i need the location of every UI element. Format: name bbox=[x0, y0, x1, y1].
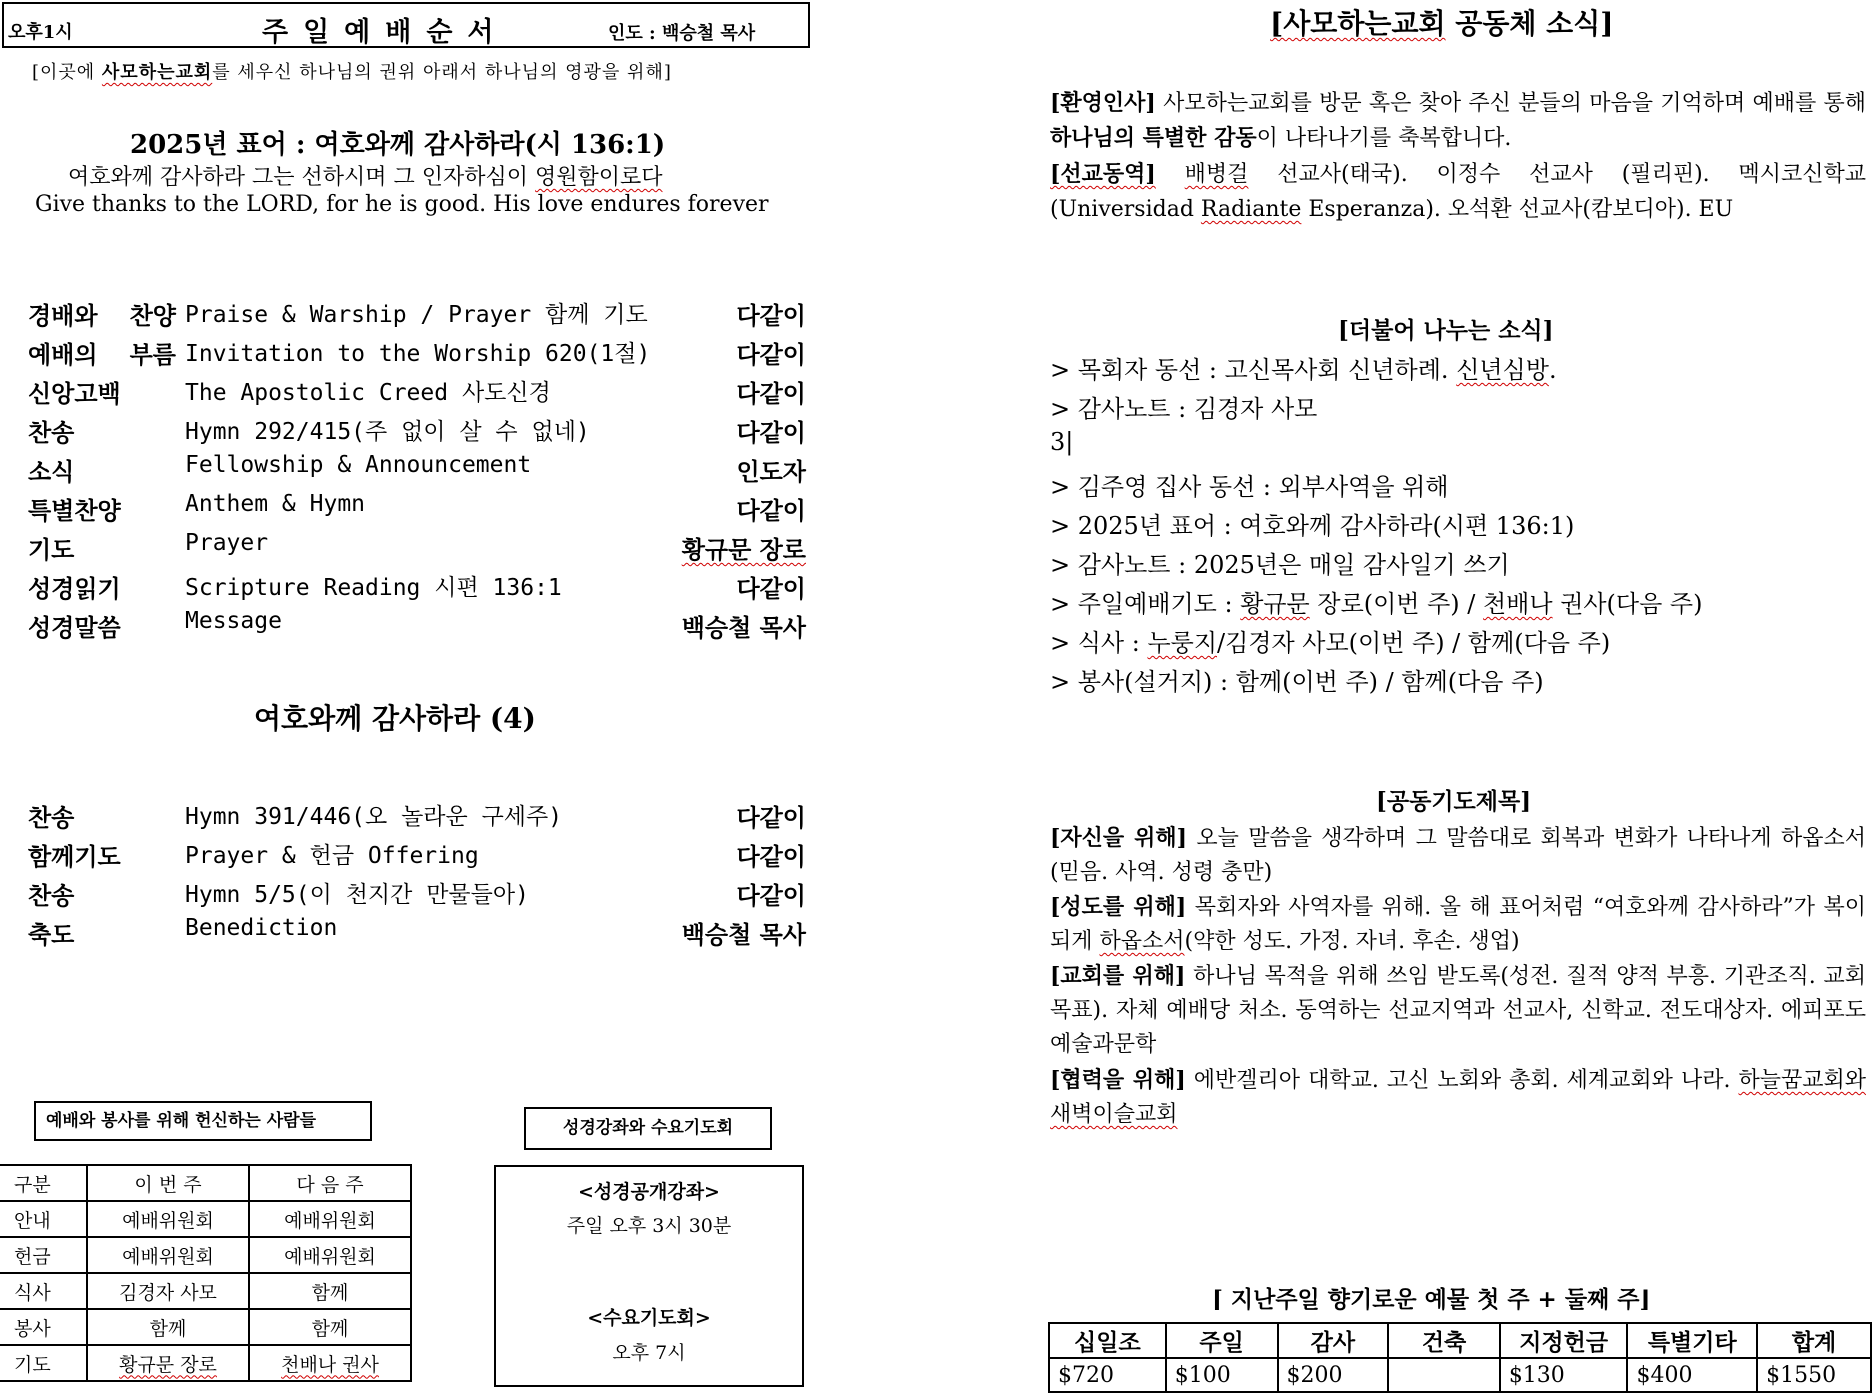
order-row bbox=[28, 876, 806, 912]
news-line bbox=[1050, 623, 1610, 658]
order-label: 축도 bbox=[28, 920, 75, 949]
order-desc: Praise & Warship / Prayer 함께 기도 bbox=[185, 302, 648, 328]
order-who: 백승철 목사 bbox=[681, 613, 806, 642]
prayer-text: 목회자와 사역자를 위해. 올 해 표어처럼 “여호와께 감사하라”가 복이 되게 bbox=[1050, 895, 1866, 954]
order-label: 찬송 bbox=[28, 881, 75, 910]
table-row bbox=[0, 1309, 411, 1345]
order-row bbox=[28, 413, 806, 449]
community-title-rest: 공동체 소식] bbox=[1445, 7, 1614, 40]
table-cell: $130 bbox=[1500, 1358, 1628, 1392]
community-title-sq: [사모하는교회 bbox=[1270, 7, 1446, 40]
table-cell: 예배위원회 bbox=[249, 1201, 411, 1237]
mission-text-d: Radiante bbox=[1200, 197, 1302, 222]
mission-text-b: 배병걸 bbox=[1184, 162, 1249, 187]
news-text-sq: 천배나 bbox=[1483, 590, 1553, 618]
table-cell: 예배위원회 bbox=[87, 1201, 249, 1237]
order-desc: The Apostolic Creed 사도신경 bbox=[185, 380, 551, 406]
table-header: 주일 bbox=[1166, 1323, 1278, 1358]
order-who: 다같이 bbox=[736, 418, 806, 447]
service-leader: 인도 : 백승철 목사 bbox=[608, 23, 756, 44]
lecture-title: <성경공개강좌> bbox=[578, 1181, 720, 1203]
table-row bbox=[1049, 1358, 1871, 1392]
order-label: 경배와 찬양 bbox=[28, 301, 176, 330]
table-header: 다 음 주 bbox=[249, 1165, 411, 1201]
table-cell: 기도 bbox=[0, 1345, 87, 1381]
prayer-text-sq: 하늘꿈교회와 bbox=[1738, 1068, 1866, 1093]
offering-table bbox=[1048, 1322, 1872, 1393]
prayer-title: [공동기도제목] bbox=[1376, 788, 1532, 815]
news-line: > 봉사(설거지) : 함께(이번 주) / 함께(다음 주) bbox=[1050, 668, 1544, 696]
news-text-sq: 신년심방 bbox=[1456, 356, 1549, 384]
order-label: 신앙고백 bbox=[28, 379, 121, 408]
table-cell-text: 황규문 장로 bbox=[119, 1353, 217, 1376]
order-desc: Hymn 5/5(이 천지간 만물들아) bbox=[185, 882, 529, 908]
order-desc: Hymn 391/446(오 놀라운 구세주) bbox=[185, 804, 563, 830]
sermon-title: 여호와께 감사하라 (4) bbox=[254, 702, 536, 735]
order-desc: Message bbox=[185, 608, 282, 634]
table-cell: 예배위원회 bbox=[249, 1237, 411, 1273]
table-header: 합계 bbox=[1757, 1323, 1871, 1358]
table-row bbox=[0, 1345, 411, 1381]
prayer-saints bbox=[1050, 890, 1866, 959]
order-label: 특별찬양 bbox=[28, 496, 121, 525]
prayer-self bbox=[1050, 821, 1866, 890]
order-label: 기도 bbox=[28, 535, 75, 564]
dedication-pre: [이곳에 bbox=[32, 62, 102, 83]
order-who: 다같이 bbox=[736, 574, 806, 603]
welcome-head: [환영인사] bbox=[1050, 90, 1156, 116]
table-cell: 헌금 bbox=[0, 1237, 87, 1273]
order-who: 다같이 bbox=[736, 803, 806, 832]
news-text-sq: 누룽지 bbox=[1147, 629, 1218, 657]
table-row bbox=[0, 1201, 411, 1237]
table-cell: 함께 bbox=[87, 1309, 249, 1345]
order-row bbox=[28, 608, 806, 644]
table-cell: 함께 bbox=[249, 1273, 411, 1309]
prayer-meeting-title: <수요기도회> bbox=[587, 1307, 711, 1329]
prayer-text: 에반겔리아 대학교. 고신 노회와 총회. 세계교회와 나라. bbox=[1185, 1068, 1739, 1093]
table-cell: 안내 bbox=[0, 1201, 87, 1237]
order-desc: Prayer bbox=[185, 530, 269, 556]
table-header-row bbox=[0, 1165, 411, 1201]
prayer-text: 오늘 말씀을 생각하며 그 말씀대로 회복과 변화가 나타나게 하옵소서(믿음. 사역. 성령 충만) bbox=[1050, 826, 1866, 885]
news-text: > 주일예배기도 : bbox=[1050, 590, 1241, 618]
table-cell: 김경자 사모 bbox=[87, 1273, 249, 1309]
motto-korean-sq: 영원함이로다 bbox=[535, 165, 663, 190]
order-row bbox=[28, 452, 806, 488]
study-box-title: 성경강좌와 수요기도회 bbox=[524, 1107, 772, 1150]
table-cell-text: 천배나 권사 bbox=[281, 1353, 379, 1376]
news-text: > 식사 : bbox=[1050, 629, 1148, 657]
order-row bbox=[28, 491, 806, 527]
prayer-church bbox=[1050, 959, 1866, 1062]
news-line: > 감사노트 : 김경자 사모 bbox=[1050, 395, 1318, 423]
news-line: > 감사노트 : 2025년은 매일 감사일기 쓰기 bbox=[1050, 551, 1510, 579]
mission-text-c: 선교사(태국). 이정수 선교사 (필리핀). 멕시코신학교(Universidad bbox=[1050, 162, 1866, 222]
mission-paragraph bbox=[1050, 157, 1866, 227]
motto-title: 2025년 표어 : 여호와께 감사하라(시 136:1) bbox=[130, 130, 666, 160]
dedication-church: 사모하는교회 bbox=[101, 62, 213, 83]
order-who: 다같이 bbox=[736, 340, 806, 369]
table-cell: $1550 bbox=[1757, 1358, 1871, 1392]
table-cell: $100 bbox=[1166, 1358, 1278, 1392]
news-line: 3| bbox=[1050, 428, 1074, 456]
news-title: [더불어 나누는 소식] bbox=[1338, 317, 1554, 344]
prayer-head: [자신을 위해] bbox=[1050, 825, 1188, 851]
order-desc: Prayer & 헌금 Offering bbox=[185, 843, 479, 869]
motto-korean bbox=[68, 160, 663, 191]
welcome-paragraph bbox=[1050, 86, 1866, 156]
order-who: 다같이 bbox=[736, 842, 806, 871]
table-cell: 식사 bbox=[0, 1273, 87, 1309]
order-who: 인도자 bbox=[736, 457, 806, 486]
news-text: /김경자 사모(이번 주) / 함께(다음 주) bbox=[1217, 629, 1611, 657]
welcome-text-a: 사모하는교회를 방문 혹은 찾아 주신 분들의 마음을 기억하며 예배를 통해 bbox=[1155, 91, 1866, 116]
table-cell: 예배위원회 bbox=[87, 1237, 249, 1273]
dedication-line bbox=[32, 58, 672, 84]
serve-box-title: 예배와 봉사를 위해 헌신하는 사람들 bbox=[34, 1101, 372, 1141]
prayer-text-sq: 하옵소서 bbox=[1099, 929, 1185, 954]
welcome-text-c: 이 나타나기를 축복합니다. bbox=[1256, 126, 1512, 151]
table-row bbox=[0, 1237, 411, 1273]
table-header: 지정헌금 bbox=[1500, 1323, 1628, 1358]
order-label: 성경읽기 bbox=[28, 574, 121, 603]
order-who: 백승철 목사 bbox=[681, 920, 806, 949]
news-text: . bbox=[1548, 356, 1557, 384]
order-label: 성경말씀 bbox=[28, 613, 121, 642]
service-time: 오후1시 bbox=[8, 22, 73, 43]
order-who: 다같이 bbox=[736, 301, 806, 330]
page-title: 주일예배순서 bbox=[262, 17, 509, 48]
order-who: 다같이 bbox=[736, 496, 806, 525]
order-label: 찬송 bbox=[28, 803, 75, 832]
order-who: 다같이 bbox=[736, 379, 806, 408]
table-cell bbox=[87, 1345, 249, 1381]
table-cell bbox=[1388, 1358, 1500, 1392]
order-row bbox=[28, 915, 806, 951]
news-line: > 2025년 표어 : 여호와께 감사하라(시편 136:1) bbox=[1050, 512, 1575, 540]
order-desc: Benediction bbox=[185, 915, 338, 941]
news-text: > 목회자 동선 : 고신목사회 신년하례. bbox=[1050, 356, 1457, 384]
table-header: 구분 bbox=[0, 1165, 87, 1201]
order-row bbox=[28, 296, 806, 332]
order-desc: Hymn 292/415(주 없이 살 수 없네) bbox=[185, 419, 590, 445]
table-cell: 봉사 bbox=[0, 1309, 87, 1345]
study-panel bbox=[494, 1165, 804, 1387]
welcome-text-b: 하나님의 특별한 감동 bbox=[1050, 125, 1257, 151]
table-header: 감사 bbox=[1278, 1323, 1389, 1358]
motto-english: Give thanks to the LORD, for he is good. His love endures forever bbox=[35, 192, 769, 217]
prayer-cooperation bbox=[1050, 1063, 1866, 1132]
order-label: 찬송 bbox=[28, 418, 75, 447]
order-who: 다같이 bbox=[736, 881, 806, 910]
order-row bbox=[28, 335, 806, 371]
dedication-post: 를 세우신 하나님의 권위 아래서 하나님의 영광을 위해] bbox=[212, 62, 672, 83]
prayer-text: 하나님 목적을 위해 쓰임 받도록(성전. 질적 양적 부흥. 기관조직. 교회 목표). 자체 예배당 처소. 동역하는 선교지역과 선교사, 신학교. 전도대상자. 에피포도예술과문학 bbox=[1050, 964, 1866, 1057]
table-cell: $400 bbox=[1627, 1358, 1757, 1392]
news-text: 장로(이번 주) / bbox=[1309, 590, 1483, 618]
prayer-head: [협력을 위해] bbox=[1050, 1067, 1186, 1093]
table-header: 건축 bbox=[1388, 1323, 1500, 1358]
order-desc: Invitation to the Worship 620(1절) bbox=[185, 341, 651, 367]
prayer-head: [성도를 위해] bbox=[1050, 894, 1187, 920]
table-header: 특별기타 bbox=[1627, 1323, 1757, 1358]
news-line: > 김주영 집사 동선 : 외부사역을 위해 bbox=[1050, 473, 1449, 501]
order-row bbox=[28, 798, 806, 834]
news-line bbox=[1050, 584, 1702, 619]
motto-korean-pre: 여호와께 감사하라 그는 선하시며 그 인자하심이 bbox=[68, 165, 536, 190]
order-row bbox=[28, 530, 806, 566]
table-cell: $200 bbox=[1278, 1358, 1389, 1392]
order-label: 예배의 부름 bbox=[28, 340, 176, 369]
serve-table bbox=[0, 1164, 412, 1382]
order-row bbox=[28, 569, 806, 605]
order-desc: Scripture Reading 시편 136:1 bbox=[185, 575, 562, 601]
table-row bbox=[0, 1273, 411, 1309]
mission-head: [선교동역] bbox=[1050, 161, 1156, 187]
offering-title: ⌈ 지난주일 향기로운 예물 첫 주 + 둘째 주⌋ bbox=[1212, 1286, 1651, 1313]
table-cell: $720 bbox=[1049, 1358, 1166, 1392]
order-row bbox=[28, 374, 806, 410]
lecture-time: 주일 오후 3시 30분 bbox=[566, 1215, 732, 1237]
order-who: 황규문 장로 bbox=[681, 535, 806, 564]
order-label: 소식 bbox=[28, 457, 75, 486]
community-title bbox=[1270, 2, 1614, 42]
table-header: 십일조 bbox=[1049, 1323, 1166, 1358]
order-desc: Fellowship & Announcement bbox=[185, 452, 532, 478]
news-line bbox=[1050, 350, 1557, 385]
order-desc: Anthem & Hymn bbox=[185, 491, 366, 517]
mission-text-e: Esperanza). 오석환 선교사(캄보디아). EU bbox=[1301, 197, 1734, 222]
news-text-sq: 황규문 bbox=[1240, 590, 1310, 618]
order-label: 함께기도 bbox=[28, 842, 121, 871]
mission-text-a bbox=[1156, 162, 1185, 187]
order-row bbox=[28, 837, 806, 873]
prayer-meeting-time: 오후 7시 bbox=[612, 1342, 686, 1364]
prayer-text: (약한 성도. 가정. 자녀. 후손. 생업) bbox=[1184, 929, 1520, 954]
table-header: 이 번 주 bbox=[87, 1165, 249, 1201]
table-cell: 함께 bbox=[249, 1309, 411, 1345]
news-text: 권사(다음 주) bbox=[1552, 590, 1703, 618]
table-cell bbox=[249, 1345, 411, 1381]
prayer-head: [교회를 위해] bbox=[1050, 963, 1186, 989]
prayer-text-sq: 새벽이슬교회 bbox=[1050, 1102, 1178, 1127]
table-header-row bbox=[1049, 1323, 1871, 1358]
